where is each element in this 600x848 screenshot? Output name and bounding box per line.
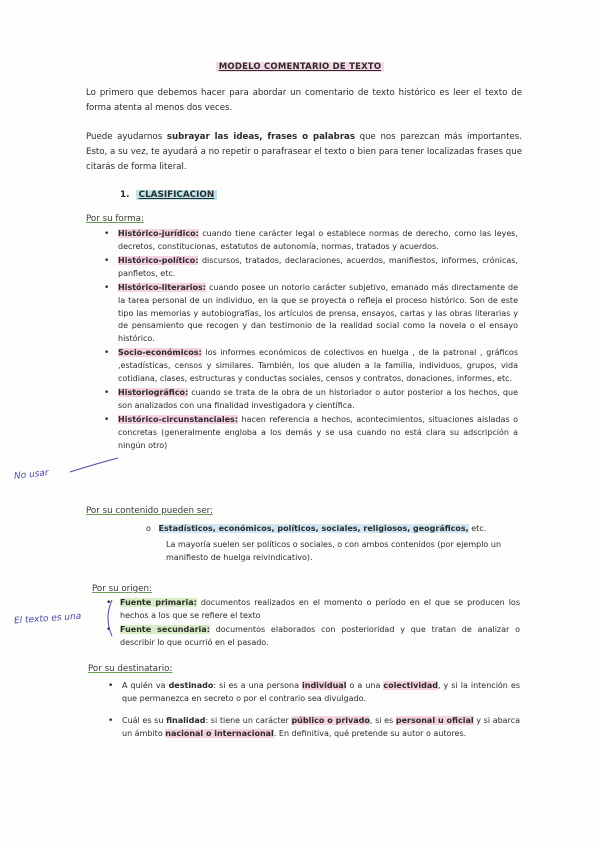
bracket-stroke: [108, 600, 112, 636]
heading-por-su-destinatario: Por su destinatario:: [88, 664, 173, 674]
heading-por-su-forma: Por su forma:: [86, 214, 144, 224]
list-item: • Historiográfico: cuando se trata de la obra de un historiador o autor posterior a los hechos, que son analizados con una finalidad investigadora y científica.: [118, 387, 518, 412]
list-item: • Fuente secundaria: documentos elaborados con posterioridad y que tratan de analizar o describir lo que ocurrió en el pasado.: [120, 624, 520, 649]
arrow-stroke: [70, 458, 118, 472]
handwritten-note-el-texto: El texto es una: [13, 611, 82, 627]
list-item: • Fuente primaria: documentos realizados en el momento o período en el que se producen los hechos a los que se refiere el texto: [120, 597, 520, 622]
list-item: • Cuál es su finalidad: si tiene un carácter público o privado, si es personal u oficial y si abarca un ámbito nacional o internacional. En definitiva, qué pretende su autor o autores.: [122, 715, 520, 740]
heading-por-su-origen: Por su origen:: [92, 584, 152, 594]
heading-por-su-contenido: Por su contenido pueden ser:: [86, 506, 213, 516]
intro-paragraph-2: Puede ayudarnos subrayar las ideas, frases o palabras que nos parezcan más importantes. Esto, a su vez, te ayudará a no repetir o parafrasear el texto o bien para tener localizadas frases que citarás de forma literal.: [86, 132, 522, 172]
page-title: MODELO COMENTARIO DE TEXTO: [0, 62, 600, 72]
contenido-note: La mayoría suelen ser políticos o sociales, o con ambos contenidos (por ejemplo un manifiesto de huelga reivindicativo).: [166, 540, 502, 562]
list-item: • Socio-económicos: los informes económicos de colectivos en huelga , de la patronal , gráficos ,estadísticas, censos y similares. También, los que aluden a la familia, individuos, grupos, vida cotidiana, clases, estructuras y conductas sociales, censos y contratos, donaciones, informes, etc.: [118, 347, 518, 385]
contenido-item: o Estadísticos, económicos, políticos, sociales, religiosos, geográficos, etc.: [146, 524, 487, 533]
intro-paragraph-1: Lo primero que debemos hacer para abordar un comentario de texto histórico es leer el texto de forma atenta al menos dos veces.: [86, 88, 522, 113]
list-item: • Histórico-literarios: cuando posee un notorio carácter subjetivo, emanado más directamente de la tarea personal de un individuo, en la que se proyecta o refleja el proceso histórico. Son de este tipo las memorias y autobiografías, los artículos de prensa, ensayos, cartas y las obras literarias y de pensamiento que recogen y dan testimonio de la realidad social como la novela o el ensayo histórico.: [118, 282, 518, 345]
section-clasificacion: 1. CLASIFICACION: [120, 190, 217, 200]
list-item: • Histórico-jurídico: cuando tiene carácter legal o establece normas de derecho, como las leyes, decretos, constitucionas, estatutos de autonomía, normas, tratados y acuerdos.: [118, 228, 518, 253]
handwritten-note-no-usar: No usar: [13, 468, 50, 482]
list-item: • Histórico-político: discursos, tratados, declaraciones, acuerdos, manifiestos, informes, crónicas, panfletos, etc.: [118, 255, 518, 280]
list-item: • A quién va destinado: si es a una persona individual o a una colectividad, y si la intención es que permanezca en secreto o por el contrario sea divulgado.: [122, 680, 520, 705]
list-item: • Histórico-circunstanciales: hacen referencia a hechos, acontecimientos, situaciones aisladas o concretas (generalmente engloba a los demás y se usa cuando no está clara su adscripción a ningún otro): [118, 414, 518, 452]
